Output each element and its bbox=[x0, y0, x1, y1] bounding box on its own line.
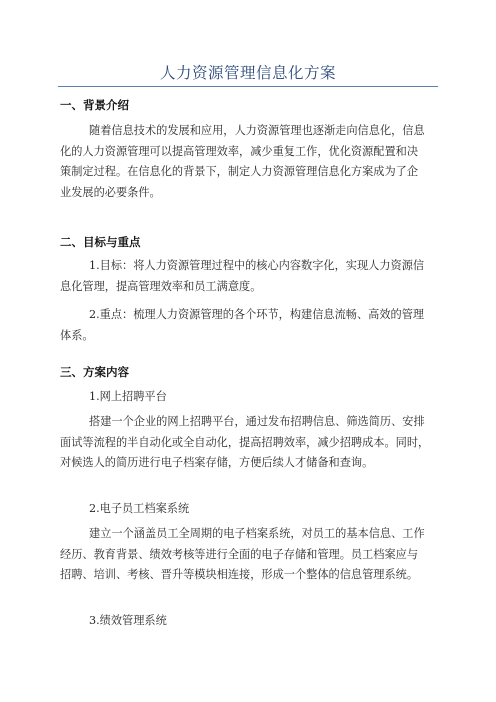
paragraph-line: 业发展的必要条件。 bbox=[60, 185, 161, 199]
paragraph-line: 策制定过程。在信息化的背景下，制定人力资源管理信息化方案成为了企 bbox=[60, 165, 419, 178]
subsection-title-performance: 3.绩效管理系统 bbox=[89, 614, 167, 627]
paragraph-archive bbox=[60, 524, 438, 586]
paragraph-background bbox=[60, 121, 438, 203]
paragraph-line: 1.目标：将人力资源管理过程中的核心内容数字化，实现人力资源信 bbox=[89, 259, 425, 272]
paragraph-line: 经历、教育背景、绩效考核等进行全面的电子存储和管理。员工档案应与 bbox=[60, 547, 419, 561]
section-heading-background: 一、背景介绍 bbox=[60, 98, 129, 112]
paragraph-recruitment bbox=[60, 412, 438, 474]
title-underline bbox=[58, 86, 438, 87]
paragraph-focus bbox=[60, 305, 438, 346]
subsection-title-archive: 2.电子员工档案系统 bbox=[89, 502, 190, 515]
paragraph-line: 化的人力资源管理可以提高管理效率，减少重复工作，优化资源配置和决 bbox=[60, 144, 419, 158]
paragraph-line: 搭建一个企业的网上招聘平台，通过发布招聘信息、筛选简历、安排 bbox=[89, 415, 425, 428]
subsection-title-recruitment: 1.网上招聘平台 bbox=[89, 390, 167, 403]
paragraph-line: 2.重点：梳理人力资源管理的各个环节，构建信息流畅、高效的管理 bbox=[89, 308, 425, 321]
paragraph-line: 对候选人的简历进行电子档案存储，方便后续人才储备和查询。 bbox=[60, 456, 374, 469]
section-heading-goals: 二、目标与重点 bbox=[60, 235, 141, 249]
paragraph-line: 建立一个涵盖员工全周期的电子档案系统，对员工的基本信息、工作 bbox=[89, 527, 425, 540]
paragraph-line: 面试等流程的半自动化或全自动化，提高招聘效率，减少招聘成本。同时， bbox=[60, 435, 430, 449]
paragraph-line: 息化管理，提高管理效率和员工满意度。 bbox=[60, 279, 262, 293]
paragraph-goal bbox=[60, 256, 438, 297]
paragraph-line: 招聘、培训、考核、晋升等模块相连接，形成一个整体的信息管理系统。 bbox=[60, 568, 419, 581]
document-title: 人力资源管理信息化方案 bbox=[159, 64, 336, 82]
paragraph-line: 随着信息技术的发展和应用，人力资源管理也逐渐走向信息化，信息 bbox=[89, 124, 425, 137]
section-heading-plan: 三、方案内容 bbox=[60, 365, 129, 379]
paragraph-line: 体系。 bbox=[60, 328, 94, 342]
